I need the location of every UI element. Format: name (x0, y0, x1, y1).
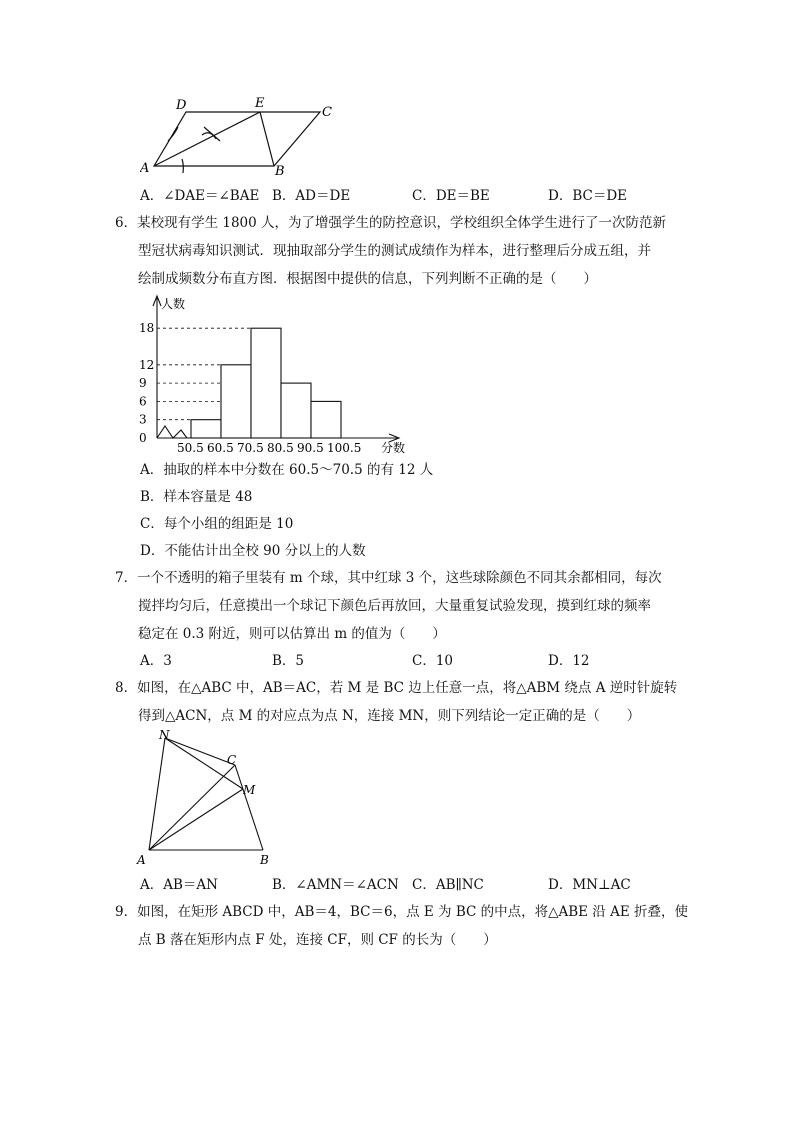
q7-option-a[interactable]: A．3 (140, 653, 172, 669)
q6-histogram (135, 290, 425, 460)
q6-stem-line-1: 6．某校现有学生 1800 人，为了增强学生的防控意识，学校组织全体学生进行了一次防范新 (115, 215, 667, 231)
parallelogram-outline (154, 112, 320, 166)
segment-am (149, 789, 243, 850)
x-tick-label: 80.5 (267, 441, 294, 455)
histogram-bar (311, 401, 341, 438)
histogram-bar (281, 383, 311, 438)
q7-stem-line-3: 稳定在 0.3 附近，则可以估算出 m 的值为（ ） (138, 626, 446, 642)
q7-stem-line-1: 7．一个不透明的箱子里装有 m 个球，其中红球 3 个，这些球除颜色不同其余都相同，每次 (115, 570, 662, 586)
label-c: C (322, 105, 332, 120)
x-tick-label: 100.5 (327, 441, 362, 455)
q8-option-b[interactable]: B．∠AMN＝∠ACN (272, 877, 399, 893)
q7-stem-line-2: 搅拌均匀后，任意摸出一个球记下颜色后再放回，大量重复试验发现，摸到红球的频率 (138, 598, 651, 614)
y-tick-label: 18 (139, 321, 155, 336)
segment-an (149, 738, 165, 850)
ylabel: 人数 (161, 297, 186, 311)
y-tick-label: 3 (139, 412, 147, 427)
y-tick-label: 9 (139, 376, 147, 391)
q5-option-c[interactable]: C．DE＝BE (412, 188, 490, 204)
q7-option-c[interactable]: C．10 (412, 653, 454, 669)
segment-bc (235, 765, 263, 850)
q6-option-b[interactable]: B．样本容量是 48 (140, 489, 253, 505)
q5-option-b[interactable]: B．AD＝DE (272, 188, 351, 204)
x-tick-label: 60.5 (207, 441, 234, 455)
q7-option-b[interactable]: B．5 (272, 653, 305, 669)
q5-option-d[interactable]: D．BC＝DE (548, 188, 628, 204)
y-tick-label: 12 (139, 357, 155, 372)
label-m: M (243, 783, 256, 797)
histogram-bar (221, 365, 251, 438)
q8-stem-line-1: 8．如图，在△ABC 中，AB＝AC，若 M 是 BC 边上任意一点，将△ABM 绕点 A 逆时针旋转 (115, 680, 678, 696)
q5-option-a[interactable]: A．∠DAE＝∠BAE (140, 188, 260, 204)
label-b: B (275, 164, 285, 179)
q6-option-d[interactable]: D．不能估计出全校 90 分以上的人数 (140, 543, 366, 559)
q6-option-a[interactable]: A．抽取的样本中分数在 60.5～70.5 的有 12 人 (140, 462, 434, 478)
y-tick-label: 0 (139, 431, 147, 445)
label-e: E (255, 96, 265, 111)
x-tick-label: 90.5 (297, 441, 324, 455)
q8-triangle-figure (135, 728, 285, 868)
label-b: B (260, 853, 269, 867)
q7-option-d[interactable]: D．12 (548, 653, 590, 669)
q8-stem-line-2: 得到△ACN，点 M 的对应点为点 N，连接 MN，则下列结论一定正确的是（ ） (138, 708, 641, 724)
q6-stem-line-2: 型冠状病毒知识测试．现抽取部分学生的测试成绩作为样本，进行整理后分成五组，并 (138, 243, 651, 259)
histogram-bar (251, 328, 281, 438)
q8-option-c[interactable]: C．AB∥NC (412, 877, 484, 893)
q5-parallelogram-figure (140, 95, 340, 180)
segment-be (260, 112, 274, 166)
label-a: A (140, 161, 150, 176)
y-tick-label: 6 (139, 394, 147, 409)
q6-stem-line-3: 绘制成频数分布直方图．根据图中提供的信息，下列判断不正确的是（ ） (138, 271, 597, 287)
x-tick-label: 70.5 (237, 441, 264, 455)
xlabel: 分数 (381, 441, 406, 455)
x-tick-label: 50.5 (177, 441, 204, 455)
label-n: N (159, 728, 170, 742)
axis-break (157, 426, 187, 438)
label-a: A (137, 853, 146, 867)
q6-option-c[interactable]: C．每个小组的组距是 10 (140, 516, 294, 532)
label-d: D (176, 98, 187, 113)
label-c: C (227, 753, 237, 767)
q9-stem-line-1: 9．如图，在矩形 ABCD 中，AB＝4，BC＝6，点 E 为 BC 的中点，将△ABE 沿 AE 折叠，使 (115, 904, 688, 920)
q9-stem-line-2: 点 B 落在矩形内点 F 处，连接 CF，则 CF 的长为（ ） (138, 932, 497, 948)
segment-ac (149, 765, 235, 850)
q8-option-d[interactable]: D．MN⊥AC (548, 877, 631, 893)
histogram-bar (191, 420, 221, 438)
q8-option-a[interactable]: A．AB＝AN (140, 877, 218, 893)
